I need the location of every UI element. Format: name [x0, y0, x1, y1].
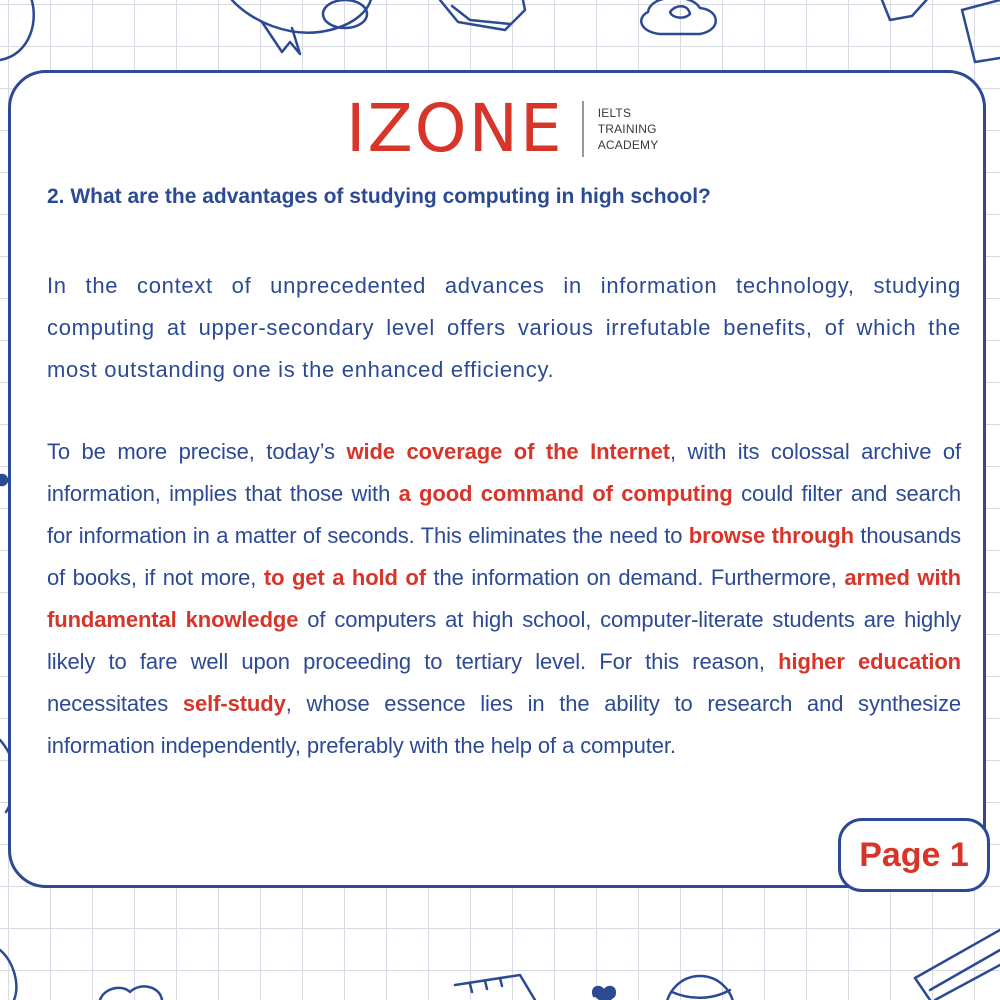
heart-icon: [593, 987, 615, 1000]
ruler-icon: [455, 975, 535, 1000]
logo-subtitle-line: IELTS: [597, 106, 632, 120]
body-text-segment: could filter and search for information in a matter of seconds. This eliminates the need to: [47, 481, 961, 548]
dot-doodle-icon: [0, 475, 7, 485]
logo-wordmark: IZONE: [346, 90, 564, 167]
highlighted-phrase: browse through: [688, 523, 854, 548]
content-card: [8, 70, 986, 888]
body-text-segment: of computers at high school, computer-literate students are highly likely to fare well upon proceeding to tertiary level. For this reason,: [47, 607, 961, 674]
page-number-badge: Page 1: [838, 818, 990, 892]
circle-doodle-icon: [0, 0, 34, 60]
body-text-segment: To be more precise, today’s: [47, 439, 347, 464]
book-icon: [915, 930, 1000, 1000]
cloud-doodle-icon: [100, 986, 162, 1000]
highlighted-phrase: self-study: [182, 691, 286, 716]
diploma-scroll-icon: [232, 0, 372, 54]
highlighted-phrase: to get a hold of: [263, 565, 426, 590]
logo-subtitle-line: TRAINING: [597, 122, 657, 136]
highlighted-phrase: armed with fundamental knowledge: [47, 565, 962, 632]
body-text-segment: necessitates: [47, 691, 183, 716]
heart-icon: [882, 0, 930, 20]
intro-paragraph: In the context of unprecedented advances in information technology, studying computing at upper-secondary level offers various irrefutable benefits, of which the most outstanding one is the enhanced efficiency.: [47, 273, 961, 382]
body-text-segment: , with its colossal archive of information, implies that those with: [47, 439, 961, 506]
logo-divider: [582, 101, 584, 157]
circle-doodle-icon: [0, 950, 16, 1000]
question-heading: 2. What are the advantages of studying computing in high school?: [47, 185, 711, 208]
body-text-segment: thousands of books, if not more,: [47, 523, 961, 590]
body-text-segment: the information on demand. Furthermore,: [426, 565, 845, 590]
logo-subtitle: [598, 105, 659, 153]
highlighted-phrase: wide coverage of the Internet: [346, 439, 670, 464]
plant-icon: [641, 0, 716, 34]
book-icon: [440, 0, 525, 30]
izone-logo: [346, 90, 659, 167]
highlighted-phrase: a good command of computing: [398, 481, 733, 506]
body-paragraph: [47, 431, 961, 767]
body-text-segment: , whose essence lies in the ability to research and synthesize information independently, preferably with the help of a computer.: [47, 691, 962, 758]
logo-subtitle-line: ACADEMY: [597, 138, 659, 152]
box-doodle-icon: [962, 0, 1000, 62]
highlighted-phrase: higher education: [778, 649, 962, 674]
globe-icon: [666, 976, 734, 1000]
